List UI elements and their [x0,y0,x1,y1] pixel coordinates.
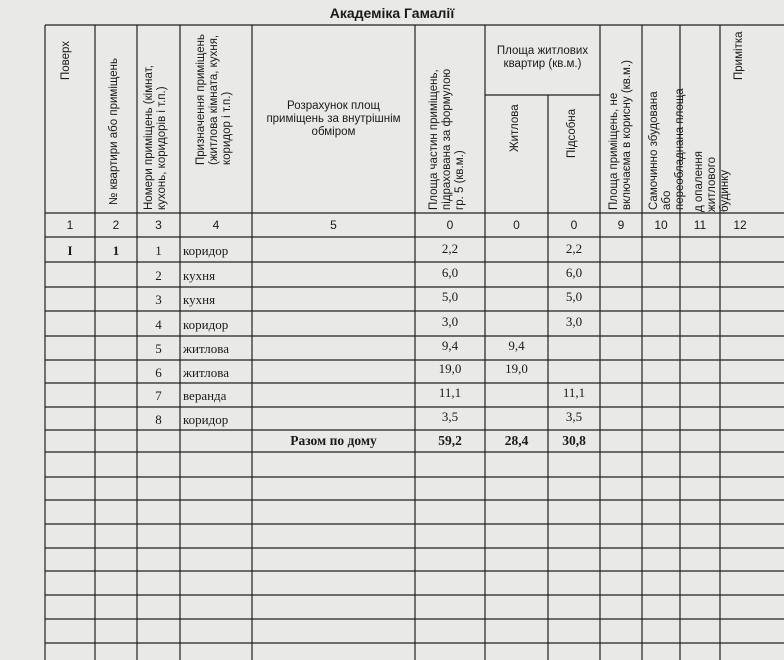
header-notes: Примітка [733,31,745,80]
header-apartment-no: № квартири або приміщень [108,58,120,205]
room-number: 8 [155,412,162,427]
column-number: 0 [446,218,454,232]
header-living: Житлова [509,104,521,152]
column-number: 5 [330,218,337,232]
total-living-area: 28,4 [504,433,529,448]
room-number: 3 [155,292,162,307]
total-area: 59,2 [438,433,462,448]
total-label: Разом по дому [290,433,377,448]
room-area: 11,1 [438,385,462,400]
header-room-numbers: Номери приміщень (кімнат, кухонь, коридорів і т.п.) [143,65,168,210]
room-number: 7 [155,388,162,403]
document-title: Академіка Гамалії [329,5,455,21]
column-number: 11 [693,218,707,232]
header-self-built: Самочинно збудована або переобладнана площа [648,88,686,210]
room-living-area: 9,4 [508,338,525,353]
room-aux-area: 2,2 [565,241,583,256]
header-heating: д опалення житлового будинку [693,151,731,212]
room-area: 5,0 [441,289,459,304]
room-aux-area: 6,0 [565,265,583,280]
header-living-area-group: Площа житлових квартир (кв.м.) [496,45,589,70]
room-living-area: 19,0 [505,361,528,376]
room-purpose: коридор [183,317,229,332]
header-auxiliary: Підсобна [566,108,578,158]
header-floor: Поверх [60,40,72,80]
room-number: 5 [155,341,162,356]
room-area: 3,5 [441,409,459,424]
header-calculation: Розрахунок площ приміщень за внутрішнім обміром [266,100,401,138]
column-number: 3 [155,218,162,232]
column-number: 1 [66,218,74,232]
header-not-included: Площа приміщень, не включаєма в корисну (кв.м.) [608,60,633,210]
room-aux-area: 5,0 [565,289,583,304]
column-number: 9 [617,218,625,232]
header-part-area: Площа частин приміщень, підрахована за формулою гр. 5 (кв.м.) [428,68,466,210]
room-purpose: коридор [183,243,229,258]
header-purpose: Призначення приміщень (житлова кімната, кухня, коридор і т.п.) [195,34,233,165]
room-aux-area: 11,1 [562,385,586,400]
room-aux-area: 3,5 [565,409,583,424]
room-number: 1 [155,243,162,258]
column-number: 10 [654,218,668,232]
room-number: 4 [155,317,162,332]
room-purpose: коридор [183,412,229,427]
room-number: 6 [155,365,162,380]
apartment-cell: 1 [112,243,120,258]
floor-cell: I [67,243,73,258]
room-number: 2 [155,268,162,283]
room-area: 19,0 [438,361,462,376]
column-number: 2 [112,218,120,232]
total-aux-area: 30,8 [562,433,586,448]
room-purpose: кухня [183,292,216,307]
column-number: 4 [212,218,220,232]
room-area: 3,0 [441,314,459,329]
column-number: 0 [513,218,520,232]
room-area: 6,0 [441,265,459,280]
room-purpose: веранда [183,388,227,403]
room-aux-area: 3,0 [565,314,583,329]
room-purpose: житлова [183,365,230,380]
room-area: 9,4 [441,338,459,353]
room-purpose: житлова [183,341,230,356]
column-number: 0 [570,218,578,232]
room-purpose: кухня [183,268,216,283]
column-number: 12 [733,218,747,232]
room-area: 2,2 [441,241,459,256]
